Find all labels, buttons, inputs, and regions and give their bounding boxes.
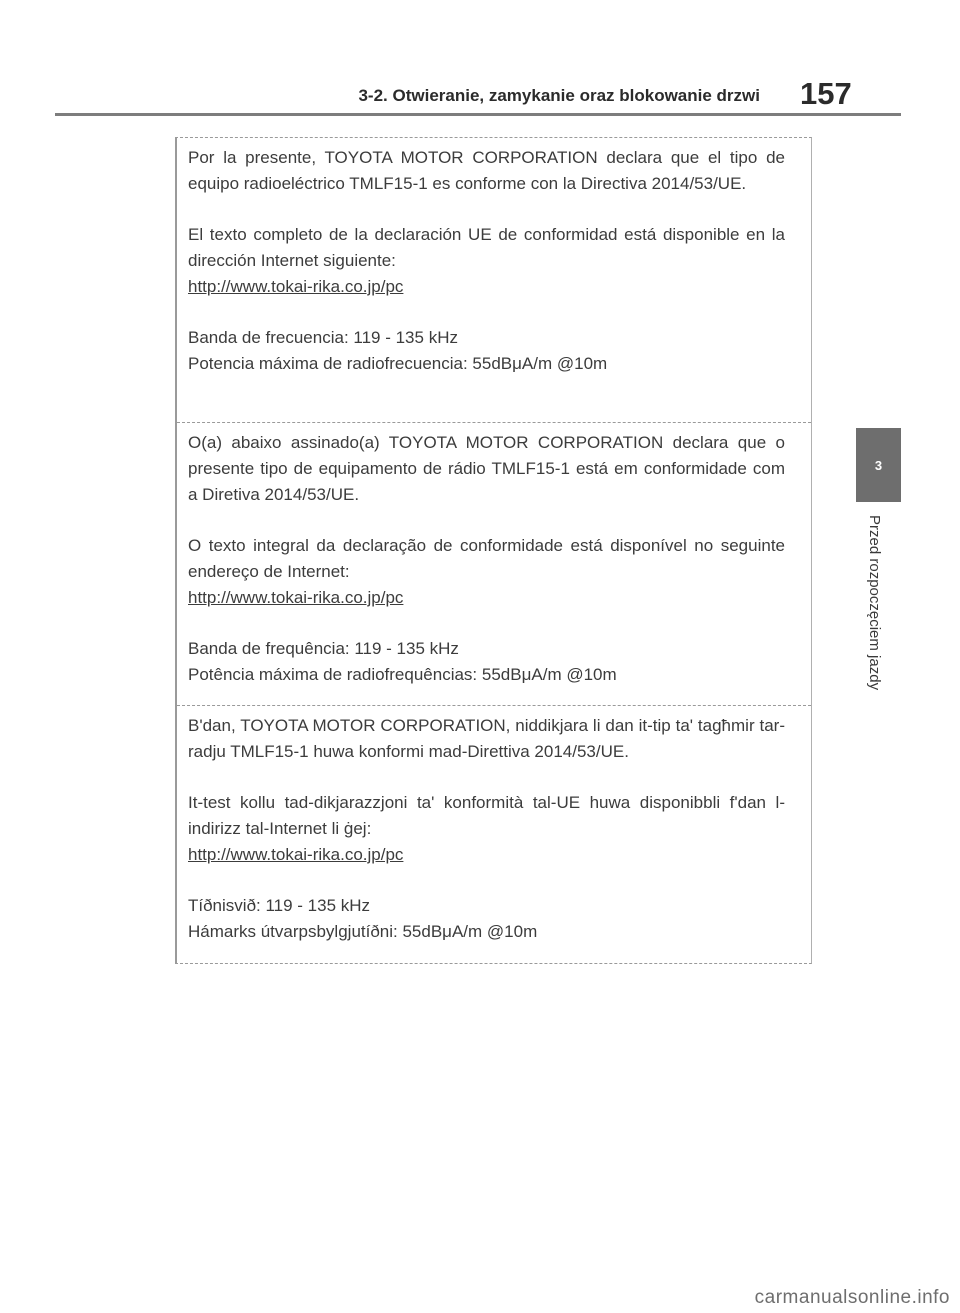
max-power: Potência máxima de radiofrequências: 55dBμA/m @10m: [188, 665, 617, 684]
chapter-tab-number: 3: [874, 457, 883, 473]
frequency-band: Banda de frecuencia: 119 - 135 kHz: [188, 328, 458, 347]
full-text-note: O texto integral da declaração de conformidade está disponível no seguinte endereço de Internet:: [188, 536, 785, 581]
declaration-section-spanish: [177, 138, 811, 423]
frequency-band: Tíðnisvið: 119 - 135 kHz: [188, 896, 371, 915]
max-power: Potencia máxima de radiofrecuencia: 55dBμA/m @10m: [188, 354, 608, 373]
declaration-link[interactable]: http://www.tokai-rika.co.jp/pc: [188, 588, 404, 607]
header-rule: [55, 113, 901, 116]
full-text-note: It-test kollu tad-dikjarazzjoni ta' konformità tal-UE huwa disponibbli f'dan l-indirizz tal-Internet li ġej:: [188, 793, 785, 838]
declaration-link[interactable]: http://www.tokai-rika.co.jp/pc: [188, 277, 404, 296]
chapter-side-label: Przed rozpoczęciem jazdy: [866, 515, 883, 691]
declaration-section-maltese: [177, 706, 811, 945]
frequency-band: Banda de frequência: 119 - 135 kHz: [188, 639, 459, 658]
declaration-text: O(a) abaixo assinado(a) TOYOTA MOTOR CORPORATION declara que o presente tipo de equipamento de rádio TMLF15-1 está em conformidade com a Diretiva 2014/53/UE.: [188, 433, 785, 504]
declaration-section-portuguese: [177, 423, 811, 706]
declaration-text: B'dan, TOYOTA MOTOR CORPORATION, niddikjara li dan it-tip ta' tagħmir tar-radju TMLF15-1 huwa konformi mad-Direttiva 2014/53/UE.: [188, 716, 785, 761]
declaration-box: [175, 137, 812, 964]
site-watermark: carmanualsonline.info: [754, 1287, 950, 1308]
chapter-title: 3-2. Otwieranie, zamykanie oraz blokowanie drzwi: [358, 86, 760, 105]
full-text-note: El texto completo de la declaración UE de conformidad está disponible en la dirección Internet siguiente:: [188, 225, 785, 270]
page-header: [0, 0, 960, 120]
declaration-link[interactable]: http://www.tokai-rika.co.jp/pc: [188, 845, 404, 864]
chapter-tab: [856, 428, 901, 502]
declaration-text: Por la presente, TOYOTA MOTOR CORPORATION declara que el tipo de equipo radioeléctrico TMLF15-1 es conforme con la Directiva 2014/53/UE.: [188, 148, 785, 193]
page-number: 157: [800, 76, 852, 111]
max-power: Hámarks útvarpsbylgjutíðni: 55dBμA/m @10m: [188, 922, 538, 941]
